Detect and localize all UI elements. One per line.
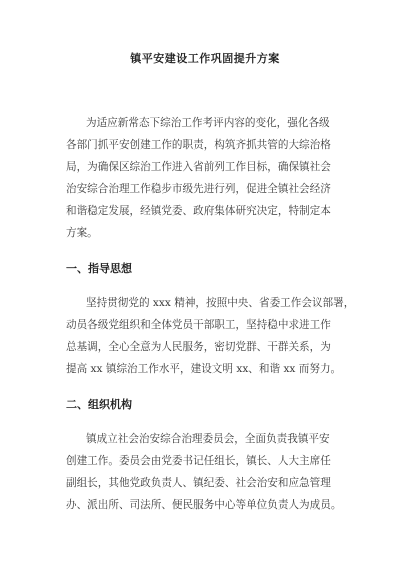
section-line: 总基调，全心全意为人民服务，密切党群、干群关系，为 — [66, 341, 331, 353]
section-line: 创建工作。委员会由党委书记任组长，镇长、人大主席任 — [66, 455, 331, 467]
section-line: 副组长，其他党政负责人、镇纪委、社会治安和应急管理 — [66, 477, 331, 489]
intro-line: 和谐稳定发展，经镇党委、政府集体研究决定，特制定本 — [66, 205, 331, 217]
intro-line: 各部门抓平安创建工作的职责，构筑齐抓共管的大综治格 — [66, 139, 331, 151]
intro-line: 方案。 — [66, 227, 98, 239]
section-heading: 二、组织机构 — [66, 398, 132, 411]
section-line: 提高 xx 镇综治工作水平，建设文明 xx、和谐 xx 而努力。 — [66, 363, 342, 375]
intro-line: 为适应新常态下综治工作考评内容的变化，强化各级 — [86, 117, 330, 129]
section-line: 办、派出所、司法所、便民服务中心等单位负责人为成员。 — [66, 499, 342, 511]
section-line: 坚持贯彻党的 xxx 精神，按照中央、省委工作会议部署， — [86, 297, 355, 309]
intro-line: 局，为确保区综治工作进入省前列工作目标，确保镇社会 — [66, 161, 331, 173]
document-title: 镇平安建设工作巩固提升方案 — [130, 52, 280, 65]
intro-line: 治安综合治理工作稳步市级先进行列，促进全镇社会经济 — [66, 183, 331, 195]
section-line: 镇成立社会治安综合治理委员会，全面负责我镇平安 — [86, 433, 330, 445]
section-line: 动员各级党组织和全体党员干部职工，坚持稳中求进工作 — [66, 319, 331, 331]
section-heading: 一、指导思想 — [66, 262, 132, 275]
